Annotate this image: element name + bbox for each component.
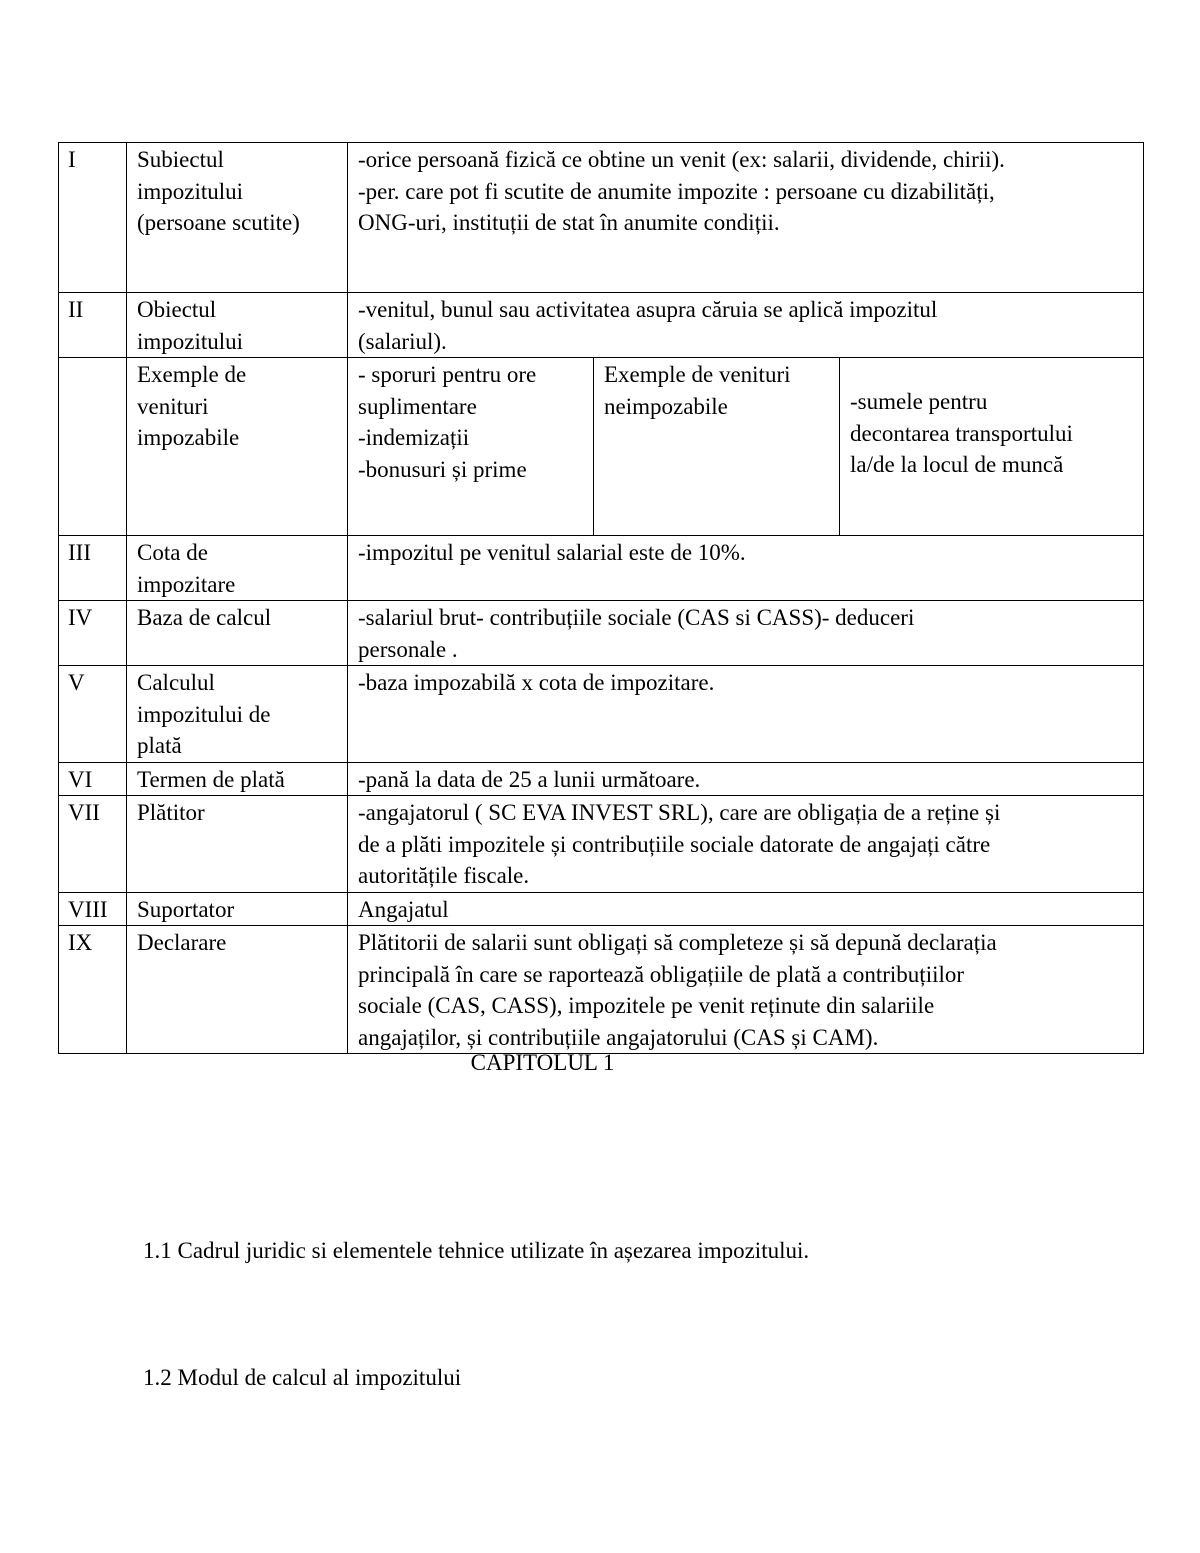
row-label: Declarare xyxy=(127,926,348,1054)
table-row xyxy=(59,892,1144,926)
row-content: -baza impozabilă x cota de impozitare. xyxy=(348,666,1144,763)
row-content: -venitul, bunul sau activitatea asupra căruia se aplică impozitul (salariul). xyxy=(348,293,1144,358)
section-heading-1-1: 1.1 Cadrul juridic si elementele tehnice utilizate în așezarea impozitului. xyxy=(143,1238,810,1263)
table-row xyxy=(59,143,1144,293)
row-number: VI xyxy=(59,762,127,796)
table-row xyxy=(59,796,1144,893)
row-content: Plătitorii de salarii sunt obligați să completeze și să depună declarația principală în care se raportează obligațiile de plată a contribuțiilor sociale (CAS, CASS), impozitele pe venit reținute din salariile angajaților, și contribuțiile angajatorului (CAS și CAM). xyxy=(348,926,1144,1054)
row-label: Baza de calcul xyxy=(127,601,348,666)
nontaxable-label: Exemple de venituri neimpozabile xyxy=(594,358,840,536)
row-label: Exemple de venituri impozabile xyxy=(127,358,348,536)
row-content: -pană la data de 25 a lunii următoare. xyxy=(348,762,1144,796)
tax-elements-table xyxy=(58,142,1144,1054)
row-content: -angajatorul ( SC EVA INVEST SRL), care are obligația de a reține și de a plăti impozitele și contribuțiile sociale datorate de angajați către autoritățile fiscale. xyxy=(348,796,1144,893)
row-label: Plătitor xyxy=(127,796,348,893)
row-number: V xyxy=(59,666,127,763)
row-content: -impozitul pe venitul salarial este de 10%. xyxy=(348,536,1144,601)
row-number: IV xyxy=(59,601,127,666)
table-row xyxy=(59,293,1144,358)
row-number xyxy=(59,358,127,536)
row-label: Suportator xyxy=(127,892,348,926)
row-content: -salariul brut- contribuțiile sociale (CAS si CASS)- deduceri personale . xyxy=(348,601,1144,666)
section-heading-1-2: 1.2 Modul de calcul al impozitului xyxy=(143,1365,462,1390)
row-label: Obiectul impozitului xyxy=(127,293,348,358)
row-label: Termen de plată xyxy=(127,762,348,796)
row-content: -orice persoană fizică ce obtine un venit (ex: salarii, dividende, chirii). -per. care pot fi scutite de anumite impozite : persoane cu dizabilități, ONG-uri, instituții de stat în anumite condiții. xyxy=(348,143,1144,293)
row-number: VIII xyxy=(59,892,127,926)
table-row xyxy=(59,926,1144,1054)
table-row xyxy=(59,601,1144,666)
nontaxable-examples: -sumele pentru decontarea transportului la/de la locul de muncă xyxy=(840,358,1144,536)
table-row xyxy=(59,666,1144,763)
row-number: IX xyxy=(59,926,127,1054)
row-number: II xyxy=(59,293,127,358)
chapter-heading xyxy=(0,1047,1085,1079)
table-row xyxy=(59,762,1144,796)
table-row xyxy=(59,536,1144,601)
row-label: Subiectul impozitului (persoane scutite) xyxy=(127,143,348,293)
table-row xyxy=(59,358,1144,536)
row-number: I xyxy=(59,143,127,293)
row-content: Angajatul xyxy=(348,892,1144,926)
row-number: III xyxy=(59,536,127,601)
row-label: Cota de impozitare xyxy=(127,536,348,601)
row-label: Calculul impozitului de plată xyxy=(127,666,348,763)
chapter-title: CAPITOLUL 1 xyxy=(470,1050,615,1075)
row-number: VII xyxy=(59,796,127,893)
taxable-examples: - sporuri pentru ore suplimentare -indemizații -bonusuri și prime xyxy=(348,358,594,536)
